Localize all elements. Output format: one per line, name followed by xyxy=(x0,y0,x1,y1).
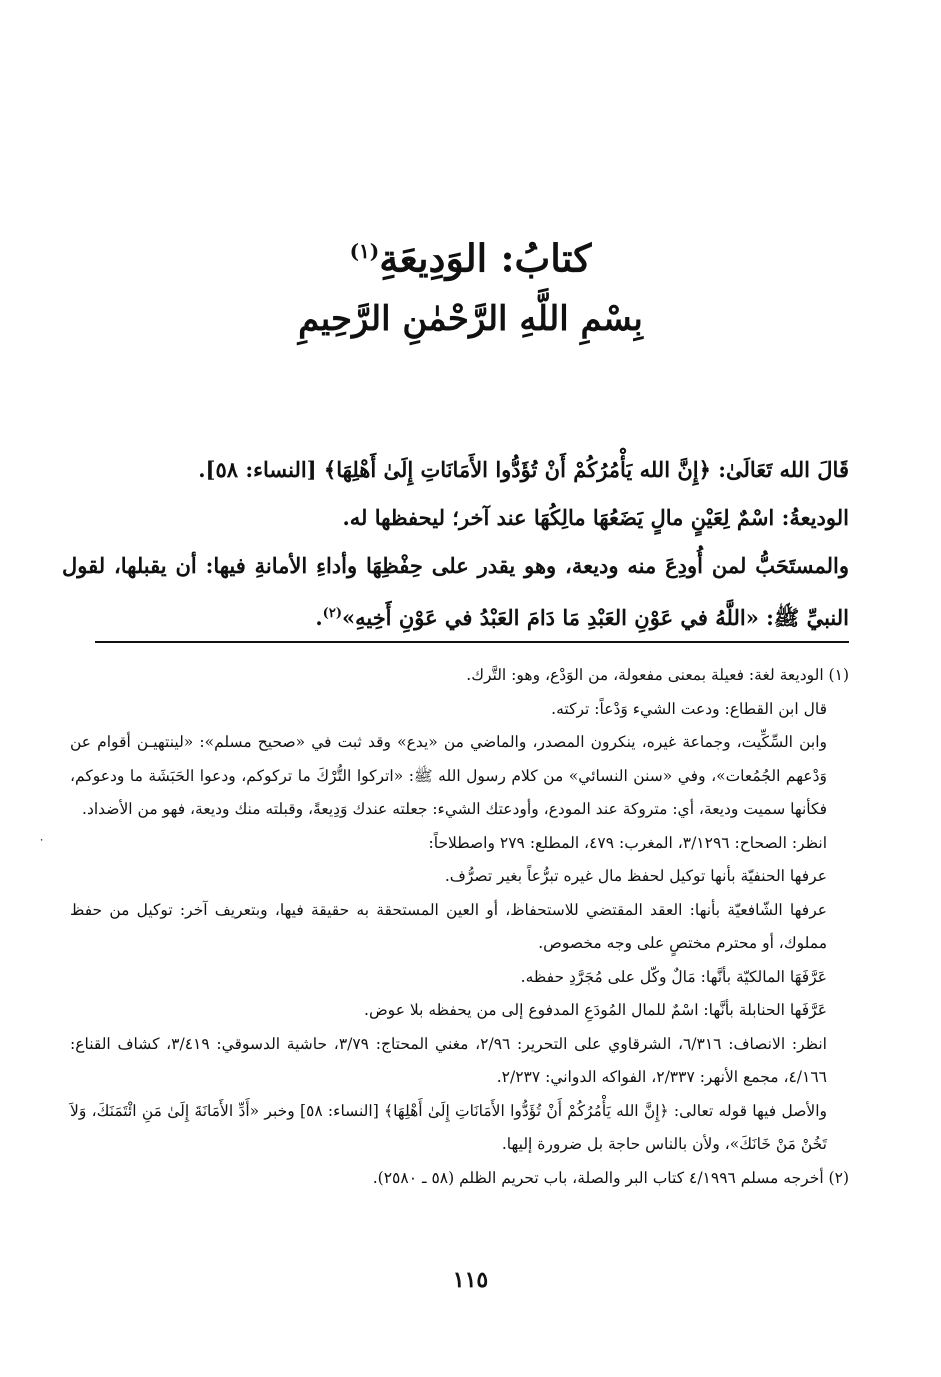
footnote-separator xyxy=(95,641,849,643)
basmala: بِسْمِ اللَّهِ الرَّحْمٰنِ الرَّحِيمِ xyxy=(298,299,643,339)
margin-mark: ⸳ xyxy=(40,831,44,845)
paragraph-recommendation-end: . xyxy=(315,605,323,630)
paragraph-definition: الوديعةُ: اسْمٌ لِعَيْنٍ مالٍ يَضَعُهَا مالِكُهَا عند آخر؛ ليحفظها له. xyxy=(342,505,849,530)
footnote-paragraph: انظر: الانصاف: ٦/٣١٦، الشرقاوي على التحرير: ٢/٩٦، مغني المحتاج: ٣/٧٩، حاشية الدسوقي: ٣/٤١٩، كشاف القناع: ٤/١٦٦، مجمع الأنهر: ٢/٣٣٧، الفواكه الدواني: ٢/٢٣٧. xyxy=(70,1034,827,1086)
footnote-ref-2: (٢) xyxy=(322,606,342,621)
paragraph-recommendation xyxy=(62,542,849,642)
footnote-paragraph: وابن السِّكِّيت، وجماعة غيره، ينكرون المصدر، والماضي من «يدع» وقد ثبت في «صحيح مسلم»: «لينتهيـن أقوام عن وَدْعهم الجُمُعات»، وفي «سنن النسائي» من كلام رسول الله ﷺ: «اتركوا التُّرْكَ ما تركوكم، ودعوا الحَبَشَة ما ودعوكم، فكأنها سميت وديعة، أي: متروكة عند المودع، وأودعتك الشيء: جعلته عندك وَدِيعةً، وقبلته منك وديعة، فهو من الأضداد. xyxy=(70,733,827,818)
footnote-paragraph: (٢) أخرجه مسلم ٤/١٩٩٦ كتاب البر والصلة، باب تحريم الظلم (٥٨ ـ ٢٥٨٠). xyxy=(372,1168,849,1187)
main-text xyxy=(62,446,849,642)
paragraph-recommendation-text: والمستَحَبُّ لمن أُودِعَ منه وديعة، وهو يقدر على حِفْظِهَا وأداءِ الأمانةِ فيها: أن يقبلها، لقول النبيِّ ﷺ: «اللَّهُ في عَوْنِ العَبْدِ مَا دَامَ العَبْدُ في عَوْنِ أَخِيهِ» xyxy=(62,553,849,630)
chapter-title xyxy=(0,226,941,284)
footnote-ref-1: (١) xyxy=(349,239,380,263)
footnote-paragraph: والأصل فيها قوله تعالى: ﴿إِنَّ الله يَأْمُرُكُمْ أَنْ تُؤَدُّوا الأَمَانَاتِ إِلَىٰ أَهْلِهَا﴾ [النساء: ٥٨] وخبر «أَدِّ الأَمَانَةَ إِلَىٰ مَنِ ائْتَمَنَكَ، وَلاَ تَخُنْ مَنْ خَانَكَ»، ولأن بالناس حاجة بل ضرورة إليها. xyxy=(70,1101,827,1153)
footnote-paragraph: قال ابن القطاع: ودعت الشيء وَدْعاً: تركته. xyxy=(551,699,827,718)
page-number: ١١٥ xyxy=(452,1267,489,1293)
footnote-paragraph: عرفها الحنفيّة بأنها توكيل لحفظ مال غيره تبرُّعاً بغير تصرُّف. xyxy=(444,867,827,885)
footnotes xyxy=(70,659,849,1195)
footnote-paragraph: انظر: الصحاح: ٣/١٢٩٦، المغرب: ٤٧٩، المطلع: ٢٧٩ واصطلاحاً: xyxy=(428,833,827,852)
footnote-paragraph: عَرَّفَهَا المالكيّة بأنَّها: مَالٌ وكّل على مُجَرَّدِ حفظه. xyxy=(520,967,827,986)
footnote-paragraph: (١) الوديعة لغة: فعيلة بمعنى مفعولة، من الوَدْع، وهو: التَّرك. xyxy=(466,666,849,684)
chapter-title-text: كتابُ: الوَدِيعَةِ xyxy=(379,235,592,281)
paragraph-quran-verse: قَالَ الله تَعَالَىٰ: ﴿إِنَّ الله يَأْمُرُكُمْ أَنْ تُؤَدُّوا الأَمَانَاتِ إِلَىٰ أَهْلِهَا﴾ [النساء: ٥٨]. xyxy=(198,457,849,482)
footnote-paragraph: عَرَّفَها الحنابلة بأنَّها: اسْمٌ للمال المُودَعِ المدفوع إلى من يحفظه بلا عوض. xyxy=(364,1001,827,1019)
footnote-paragraph: عرفها الشّافعيّة بأنها: العقد المقتضي للاستحفاظ، أو العين المستحقة به حقيقة فيها، وبتعريف آخر: توكيل من حفظ مملوك، أو محترم مختصٍ على وجه مخصوص. xyxy=(70,900,827,952)
